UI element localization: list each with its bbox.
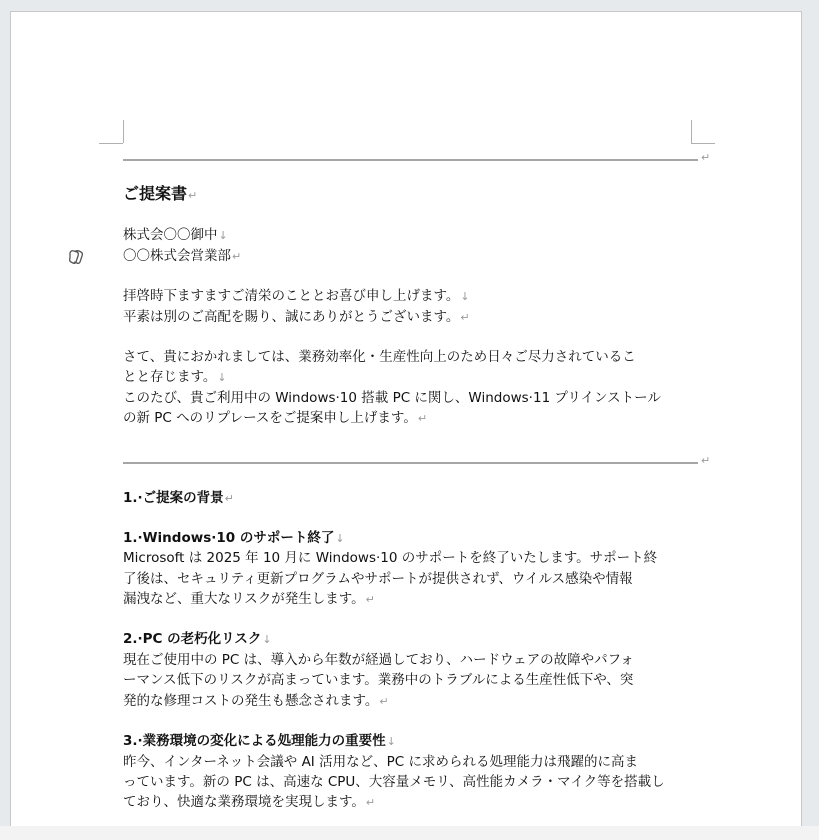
section-heading: 1.·ご提案の背景↵ bbox=[123, 490, 234, 506]
document-title: ご提案書↵ bbox=[123, 184, 198, 203]
copilot-icon[interactable] bbox=[67, 248, 85, 266]
document-page[interactable] bbox=[10, 11, 802, 826]
margin-corner-top-right bbox=[691, 120, 692, 143]
greeting-line: 平素は別のご高配を賜り、誠にありがとうございます。↵ bbox=[123, 309, 470, 325]
paragraph-mark: ↵ bbox=[701, 454, 711, 467]
subsection-heading: 3.·業務環境の変化による処理能力の重要性↓ bbox=[123, 733, 396, 749]
horizontal-rule bbox=[123, 151, 711, 164]
body-line: 昨今、インターネット会議や AI 活用など、PC に求められる処理能力は飛躍的に高ま bbox=[123, 754, 638, 770]
body-line: 現在ご使用中の PC は、導入から年数が経過しており、ハードウェアの故障やパフォ bbox=[123, 652, 634, 668]
margin-corner-top-left bbox=[123, 120, 124, 143]
margin-corner-top-right bbox=[691, 143, 715, 144]
intro-line: の新 PC へのリプレースをご提案申し上げます。↵ bbox=[123, 410, 428, 426]
intro-line: さて、貴におかれましては、業務効率化・生産性向上のため日々ご尽力されているこ bbox=[123, 349, 636, 365]
paragraph-mark: ↵ bbox=[701, 151, 711, 164]
horizontal-rule bbox=[123, 454, 711, 467]
intro-line: このたび、貴ご利用中の Windows·10 搭載 PC に関し、Windows·11 プリインストール bbox=[123, 390, 661, 406]
subsection-heading: 1.·Windows·10 のサポート終了↓ bbox=[123, 530, 345, 546]
body-line: 漏洩など、重大なリスクが発生します。↵ bbox=[123, 591, 375, 607]
addressee-line: 株式会〇〇御中↓ bbox=[123, 227, 228, 243]
body-line: ーマンス低下のリスクが高まっています。業務中のトラブルによる生産性低下や、突 bbox=[123, 672, 634, 688]
subsection-heading: 2.·PC の老朽化リスク↓ bbox=[123, 631, 272, 647]
body-line: 了後は、セキュリティ更新プログラムやサポートが提供されず、ウイルス感染や情報 bbox=[123, 571, 633, 587]
margin-corner-top-left bbox=[99, 143, 123, 144]
body-line: Microsoft は 2025 年 10 月に Windows·10 のサポートを終了いたします。サポート終 bbox=[123, 550, 658, 566]
status-bar-area bbox=[0, 826, 819, 840]
sender-line: 〇〇株式会営業部↵ bbox=[123, 248, 242, 264]
intro-line: とと存じます。↓ bbox=[123, 369, 227, 385]
body-line: っています。新の PC は、高速な CPU、大容量メモリ、高性能カメラ・マイク等を搭載し bbox=[123, 774, 665, 790]
greeting-line: 拝啓時下ますますご清栄のこととお喜び申し上げます。↓ bbox=[123, 288, 470, 304]
body-line: 発的な修理コストの発生も懸念されます。↵ bbox=[123, 693, 389, 709]
body-line: ており、快適な業務環境を実現します。↵ bbox=[123, 794, 376, 810]
